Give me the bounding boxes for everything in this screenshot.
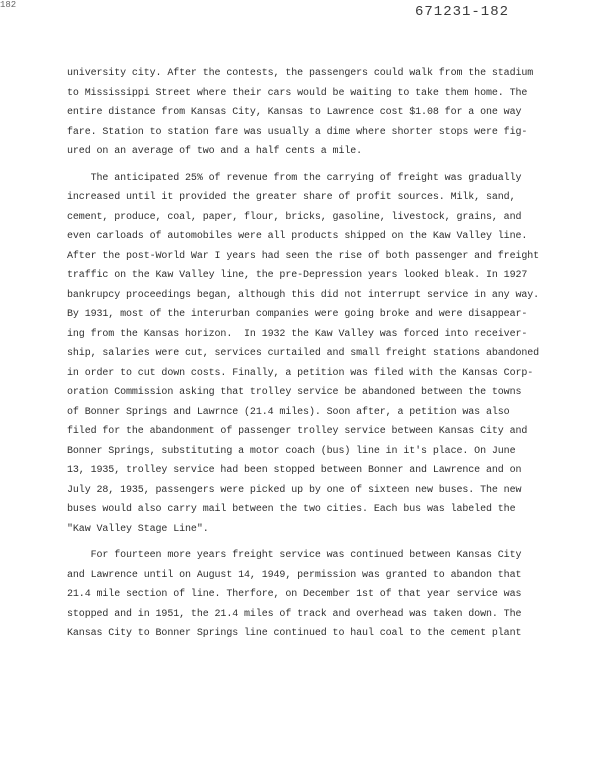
text-line: bankrupcy proceedings began, although this did not interrupt service in any way. (67, 289, 540, 301)
text-line: and Lawrence until on August 14, 1949, permission was granted to abandon that (67, 569, 522, 581)
text-line: 13, 1935, trolley service had been stopped between Bonner and Lawrence and on (67, 465, 522, 476)
paragraph-gap (67, 539, 537, 546)
text-line: July 28, 1935, passengers were picked up by one of sixteen new buses. The new (67, 484, 522, 496)
text-line: ured on an average of two and a half cents a mile. (67, 146, 363, 157)
text-line: stopped and in 1951, the 21.4 miles of track and overhead was taken down. The (67, 608, 522, 620)
paragraph-gap (67, 162, 537, 169)
text-line: Kansas City to Bonner Springs line continued to haul coal to the cement plant (67, 628, 522, 639)
text-line: fare. Station to station fare was usually a dime where shorter stops were fig- (67, 126, 528, 138)
text-line: in order to cut down costs. Finally, a petition was filed with the Kansas Corp- (67, 367, 534, 379)
paragraph (67, 546, 537, 644)
text-line: oration Commission asking that trolley service be abandoned between the towns (67, 387, 522, 398)
margin-page-mark: 182 (0, 0, 17, 10)
text-line: traffic on the Kaw Valley line, the pre-Depression years looked bleak. In 1927 (67, 270, 528, 281)
text-line: increased until it provided the greater share of profit sources. Milk, sand, (67, 192, 516, 203)
text-line: 21.4 mile section of line. Therfore, on December 1st of that year service was (67, 589, 522, 600)
paragraph (67, 169, 540, 540)
text-line: buses would also carry mail between the two cities. Each bus was labeled the (67, 504, 516, 515)
text-line: By 1931, most of the interurban companies were going broke and were disappear- (67, 309, 528, 320)
text-line: After the post-World War I years had seen the rise of both passenger and freight (67, 250, 540, 262)
text-line: "Kaw Valley Stage Line". (67, 523, 209, 535)
document-number: 671231-182 (415, 4, 510, 20)
text-line: entire distance from Kansas City, Kansas to Lawrence cost $1.08 for a one way (67, 107, 522, 118)
text-line: Bonner Springs, substituting a motor coach (bus) line in it's place. On June (67, 445, 516, 457)
text-line: cement, produce, coal, paper, flour, bricks, gasoline, livestock, grains, and (67, 211, 522, 223)
text-line: ship, salaries were cut, services curtailed and small freight stations abandoned (67, 348, 540, 359)
text-line: ing from the Kansas horizon. In 1932 the Kaw Valley was forced into receiver- (67, 328, 528, 340)
text-line: The anticipated 25% of revenue from the carrying of freight was gradually (67, 172, 522, 184)
body-text (67, 64, 540, 644)
text-line: For fourteen more years freight service was continued between Kansas City (67, 550, 522, 561)
text-line: filed for the abandonment of passenger trolley service between Kansas City and (67, 426, 528, 437)
text-line: university city. After the contests, the passengers could walk from the stadium (67, 68, 534, 79)
text-line: to Mississippi Street where their cars would be waiting to take them home. The (67, 87, 528, 99)
paragraph (67, 64, 537, 162)
text-line: of Bonner Springs and Lawrnce (21.4 miles). Soon after, a petition was also (67, 406, 510, 418)
text-line: even carloads of automobiles were all products shipped on the Kaw Valley line. (67, 231, 528, 242)
